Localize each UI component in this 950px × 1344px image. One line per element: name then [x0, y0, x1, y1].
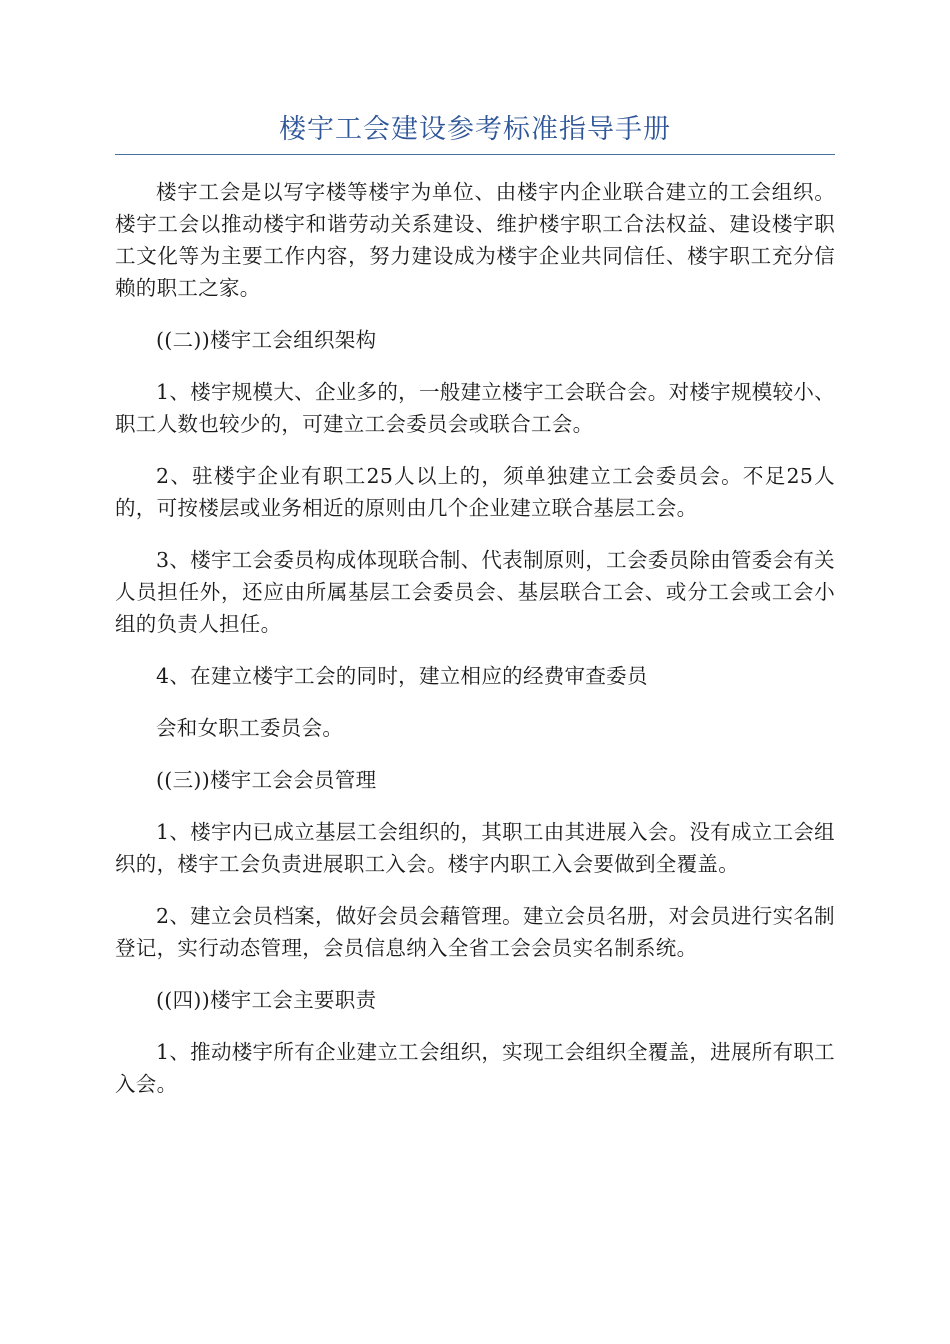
section-heading-4: ((四))楼宇工会主要职责: [156, 988, 377, 1012]
paragraph-2-2: 2、驻楼宇企业有职工25人以上的，须单独建立工会委员会。不足25人的，可按楼层或业务相近的原则由几个企业建立联合基层工会。: [115, 464, 835, 520]
paragraph-2-4a: 4、在建立楼宇工会的同时，建立相应的经费审查委员: [156, 664, 648, 688]
paragraph-4-1: 1、推动楼宇所有企业建立工会组织，实现工会组织全覆盖，进展所有职工入会。: [115, 1040, 835, 1096]
title-block: [115, 112, 835, 155]
paragraph-2-3: 3、楼宇工会委员构成体现联合制、代表制原则，工会委员除由管委会有关人员担任外，还应由所属基层工会委员会、基层联合工会、或分工会或工会小组的负责人担任。: [115, 548, 835, 636]
paragraph-3-1: 1、楼宇内已成立基层工会组织的，其职工由其进展入会。没有成立工会组织的，楼宇工会负责进展职工入会。楼宇内职工入会要做到全覆盖。: [115, 820, 835, 876]
paragraph-3-2: 2、建立会员档案，做好会员会藉管理。建立会员名册，对会员进行实名制登记，实行动态管理，会员信息纳入全省工会会员实名制系统。: [115, 904, 835, 960]
section-heading-2: ((二))楼宇工会组织架构: [156, 328, 377, 352]
document-body: [115, 176, 835, 1120]
document-title: 楼宇工会建设参考标准指导手册: [279, 114, 671, 145]
paragraph-2-4b: 会和女职工委员会。: [156, 716, 344, 740]
intro-paragraph: 楼宇工会是以写字楼等楼宇为单位、由楼宇内企业联合建立的工会组织。楼宇工会以推动楼宇和谐劳动关系建设、维护楼宇职工合法权益、建设楼宇职工文化等为主要工作内容，努力建设成为楼宇企业共同信任、楼宇职工充分信赖的职工之家。: [115, 180, 835, 300]
section-heading-3: ((三))楼宇工会会员管理: [156, 768, 377, 792]
paragraph-2-1: 1、楼宇规模大、企业多的，一般建立楼宇工会联合会。对楼宇规模较小、职工人数也较少的，可建立工会委员会或联合工会。: [115, 380, 835, 436]
